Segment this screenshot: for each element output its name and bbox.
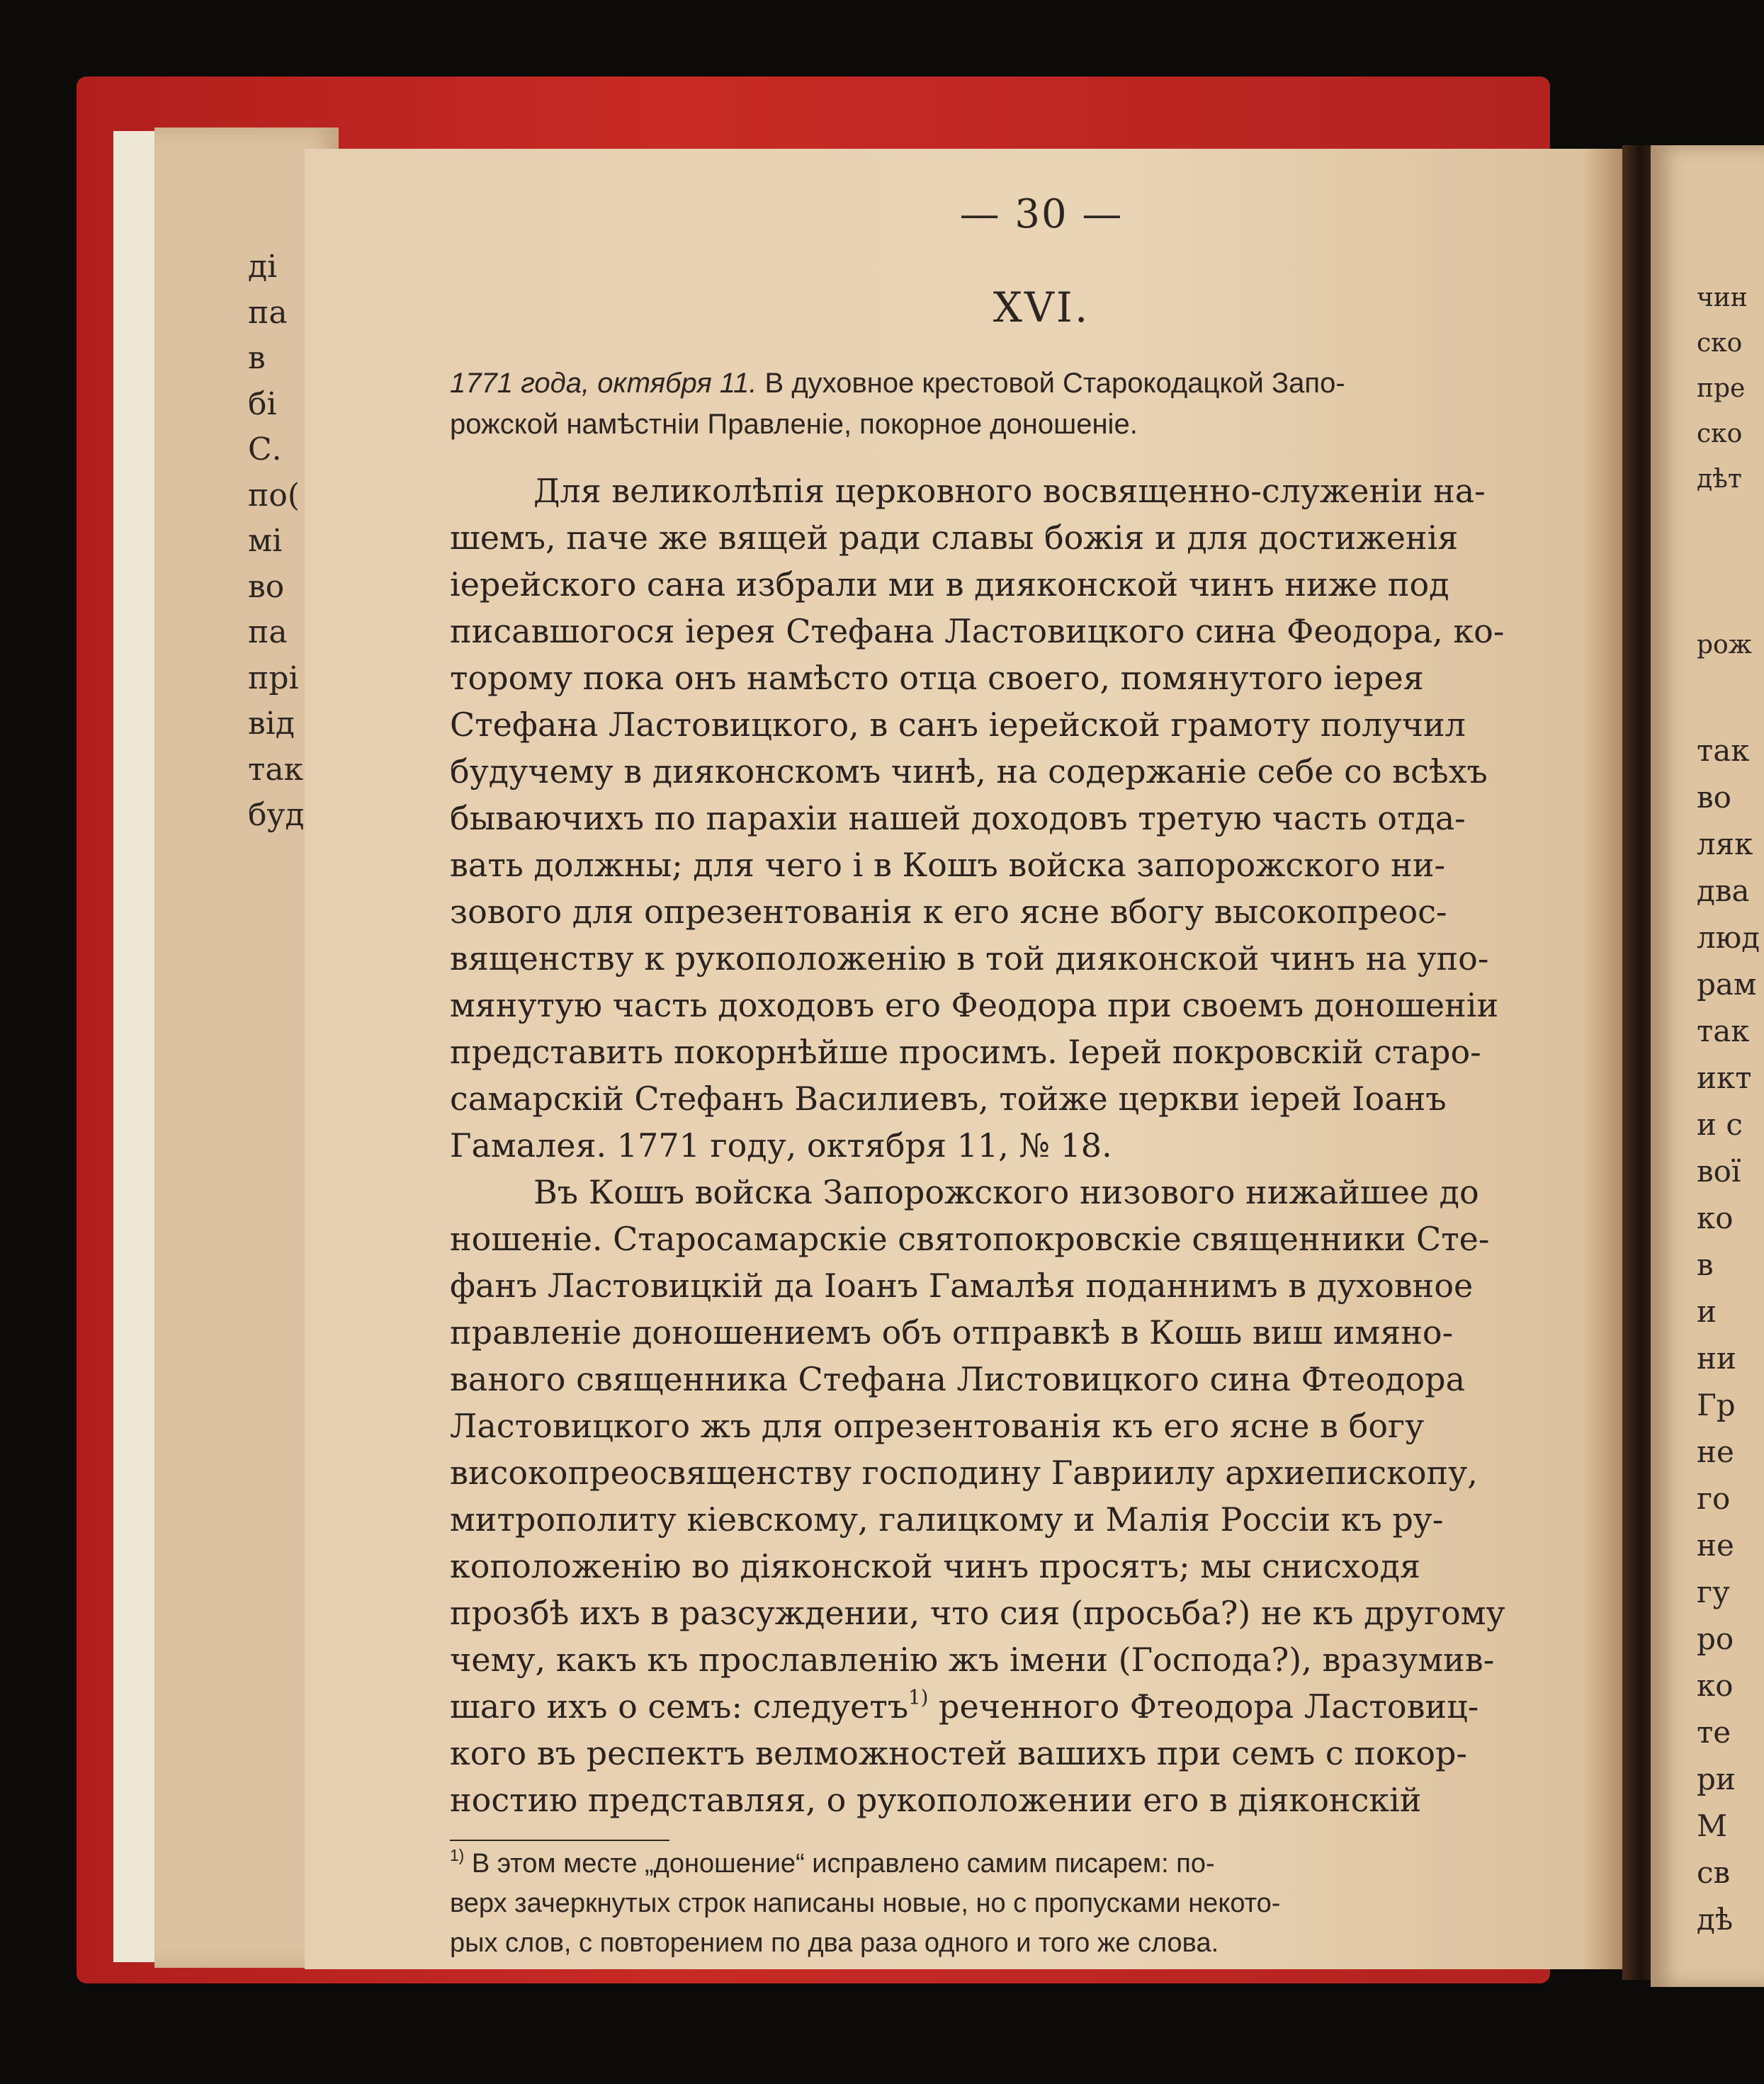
body-line: коположенію во діяконской чинъ просятъ; мы снисходя	[450, 1547, 1421, 1585]
right-page-line: не	[1697, 1434, 1734, 1469]
body-line: ностию представляя, о рукоположении его в діяконскій	[450, 1781, 1422, 1819]
body-line: вать должны; для чего і в Кошъ войска запорожского ни-	[450, 846, 1446, 884]
right-page-line: вої	[1697, 1154, 1741, 1189]
body-line: Гамалея. 1771 году, октября 11, № 18.	[450, 1126, 1112, 1165]
right-page-line: гу	[1697, 1575, 1730, 1609]
body-line: мянутую часть доходовъ его Феодора при своемъ доношеніи	[450, 986, 1499, 1024]
left-page-line: бі	[248, 385, 277, 422]
right-page-line: икт	[1697, 1060, 1752, 1095]
right-page-line: те	[1697, 1715, 1731, 1750]
right-page-line: рам	[1697, 967, 1757, 1002]
left-page-line: прі	[248, 659, 299, 696]
right-page-line: так	[1697, 1014, 1750, 1048]
body-line: шемъ, паче же вящей ради славы божія и для достиженія	[450, 519, 1459, 557]
footnote-line: $^{1)}$ В этом месте „доношение“ исправлено самим писарем: по-	[450, 1846, 1215, 1879]
footnote-line: верх зачеркнутых строк написаны новые, но с пропусками некото-	[450, 1888, 1281, 1918]
body-line: зового для опрезентованія к его ясне вбогу высокопреос-	[450, 893, 1447, 931]
right-page-line: во	[1697, 780, 1731, 815]
body-line: іерейского сана избрали ми в дияконской чинъ ниже под	[450, 565, 1449, 604]
right-page-line: ни	[1697, 1341, 1736, 1376]
body-line: правленіе доношениемъ объ отправкѣ в Кошь виш имяно-	[450, 1313, 1454, 1352]
heading-date: 1771 года, октября 11.	[450, 368, 757, 399]
right-page-line: в	[1697, 1247, 1714, 1282]
left-page-line: во	[248, 568, 285, 605]
right-page-line: ро	[1697, 1621, 1734, 1656]
heading-line: рожской намѣстніи Правленіе, покорное доношеніе.	[450, 409, 1138, 440]
right-page-line: два	[1697, 873, 1750, 908]
body-line: ваного священника Стефана Листовицкого сина Фтеодора	[450, 1360, 1466, 1398]
page-number: — 30 —	[959, 191, 1124, 237]
left-page-line: буд	[248, 797, 305, 833]
right-page-line: св	[1697, 1855, 1731, 1890]
right-page-line: ри	[1697, 1762, 1736, 1796]
body-line: високопреосвященству господину Гавриилу архиепископу,	[450, 1454, 1478, 1492]
body-line: чему, какъ къ прославленію жъ імени (Господа?), вразумив-	[450, 1641, 1495, 1679]
footnote	[450, 1844, 1612, 1963]
left-page-line: па	[248, 614, 288, 650]
body-line: фанъ Ластовицкій да Іоанъ Гамалѣя поданнимъ в духовное	[450, 1267, 1474, 1305]
left-page-line: від	[248, 706, 295, 742]
body-line: кого въ респектъ велможностей вашихъ при семъ с покор-	[450, 1734, 1468, 1772]
body-line: митрополиту кіевскому, галицкому и Малія Россіи къ ру-	[450, 1500, 1444, 1539]
right-page-line: ляк	[1697, 827, 1753, 861]
right-page-line: го	[1697, 1481, 1731, 1516]
body-line: писавшогося іерея Стефана Ластовицкого сина Феодора, ко-	[450, 612, 1505, 650]
right-page-line: чин	[1697, 283, 1748, 312]
heading-line	[450, 363, 1598, 404]
right-page-line: и	[1697, 1294, 1717, 1329]
body-line: будучему в дияконскомъ чинѣ, на содержаніе себе со всѣхъ	[450, 752, 1488, 791]
footnote-reference: 1)	[908, 1685, 929, 1709]
right-page-line: не	[1697, 1528, 1734, 1563]
right-page-line: рож	[1697, 630, 1752, 659]
right-page-line: ско	[1697, 329, 1743, 358]
right-page-line: пре	[1697, 374, 1746, 403]
body-line: представить покорнѣйше просимъ. Іерей покровскій старо-	[450, 1033, 1481, 1071]
right-page-line: так	[1697, 733, 1750, 768]
right-page-line: дѣ	[1697, 1902, 1734, 1937]
right-page-line: ко	[1697, 1668, 1734, 1703]
body-line: торому пока онъ намѣсто отца своего, помянутого іерея	[450, 659, 1424, 697]
right-page-line: дѣт	[1697, 465, 1742, 494]
document-heading	[450, 363, 1598, 445]
right-page-text	[1697, 0, 1764, 2084]
left-page-line: С.	[248, 431, 282, 468]
footnote-line: рых слов, с повторением по два раза одного и того же слова.	[450, 1928, 1219, 1958]
left-page-line: ді	[248, 249, 278, 285]
body-line: прозбѣ ихъ в разсуждении, что сия (просьба?) не къ другому	[450, 1594, 1505, 1632]
left-page-text	[248, 244, 312, 839]
right-page-line: люд	[1697, 920, 1760, 955]
left-page-line: па	[248, 294, 288, 331]
heading-text: В духовное крестовой Старокодацкой Запо-	[757, 368, 1345, 399]
body-line: вященству к рукоположенію в той дияконской чинъ на упо-	[450, 939, 1489, 978]
section-numeral: XVI.	[993, 283, 1090, 332]
body-line: Ластовицкого жъ для опрезентованія къ его ясне в богу	[450, 1407, 1425, 1445]
body-line: Въ Кошъ войска Запорожского низового нижайшее до	[533, 1173, 1479, 1211]
body-line: бываючихъ по парахіи нашей доходовъ третую часть отда-	[450, 799, 1466, 837]
body-line: шаго ихъ о семъ: следуетъ$^{1)}$ реченного Фтеодора Ластовиц-	[450, 1685, 1479, 1726]
right-page-line: и с	[1697, 1107, 1743, 1142]
body-line: самарскій Стефанъ Василиевъ, тойже церкви іерей Іоанъ	[450, 1080, 1447, 1118]
footnote-rule	[450, 1840, 669, 1841]
footnote-marker: 1)	[450, 1846, 465, 1865]
body-line: Для великолѣпія церковного восвященно-служеніи на-	[533, 472, 1486, 510]
left-page-line: так	[248, 751, 304, 788]
left-page-line: мі	[248, 523, 283, 559]
right-page-line: М	[1697, 1808, 1728, 1843]
left-page-line: по(	[248, 477, 300, 514]
right-page-line: ко	[1697, 1201, 1734, 1235]
left-page-line: в	[248, 340, 266, 376]
body-text	[450, 468, 1612, 1823]
right-page-line: ско	[1697, 419, 1743, 448]
body-line: ношеніе. Старосамарскіе святопокровскіе священники Сте-	[450, 1220, 1490, 1258]
body-line: Стефана Ластовицкого, в санъ іерейской грамоту получил	[450, 706, 1466, 744]
right-page-line: Гр	[1697, 1388, 1736, 1422]
